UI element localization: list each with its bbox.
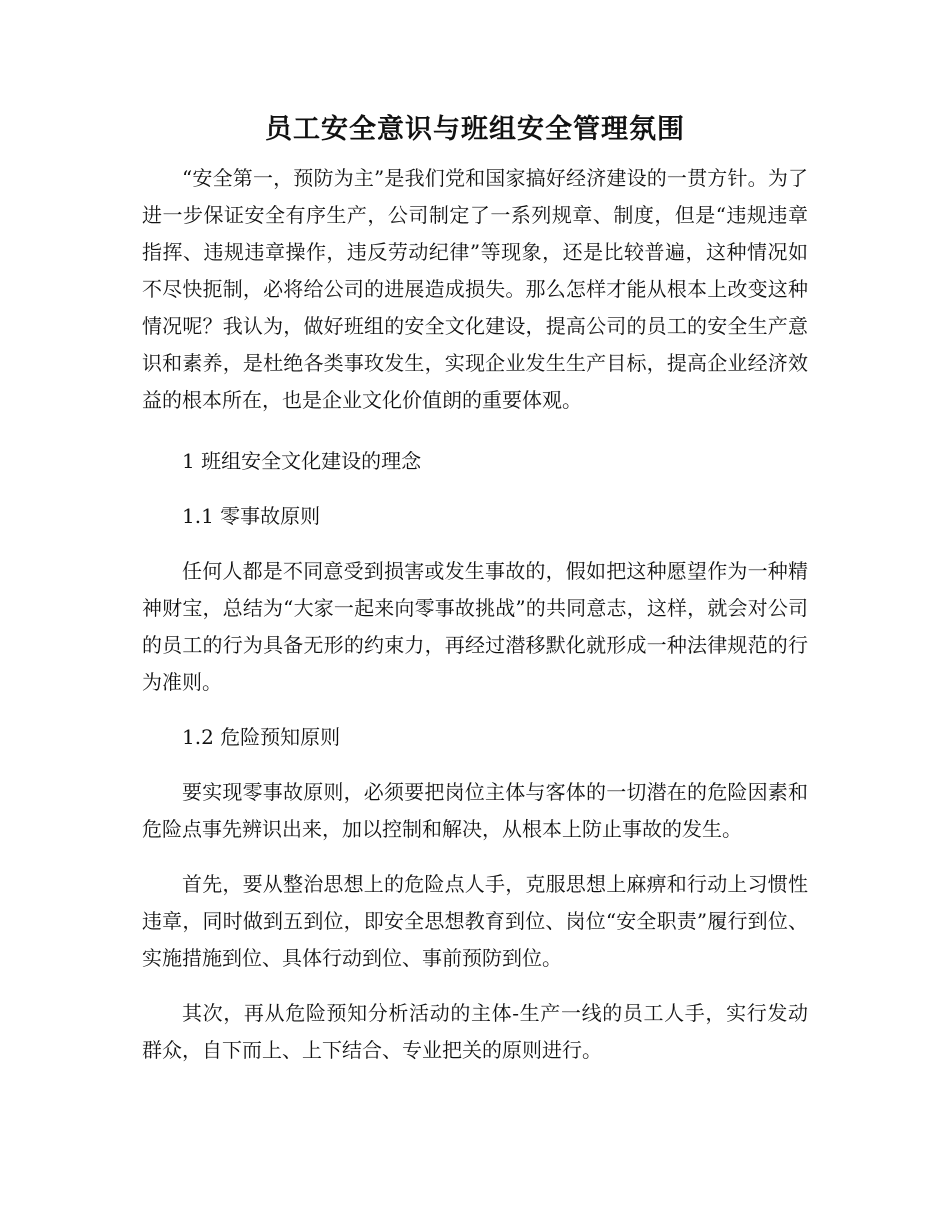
paragraph-second-step: 其次，再从危险预知分析活动的主体-生产一线的员工人手，实行发动群众，自下而上、上下结合、专业把关的原则进行。 (142, 1001, 808, 1062)
document-title: 员工安全意识与班组安全管理氛围 (265, 114, 685, 145)
paragraph-zero-accident: 任何人都是不同意受到损害或发生事故的，假如把这种愿望作为一种精神财宝，总结为“大家一起来向零事故挑战”的共同意志，这样，就会对公司的员工的行为具备无形的约束力，再经过潜移默化就形成一种法律规范的行为准则。 (142, 559, 808, 694)
paragraph-risk-prediction: 要实现零事故原则，必须要把岗位主体与客体的一切潜在的危险因素和危险点事先辨识出来，加以控制和解决，从根本上防止事故的发生。 (142, 780, 808, 841)
section-heading-1: 1 班组安全文化建设的理念 (182, 449, 422, 473)
intro-paragraph: “安全第一，预防为主”是我们党和国家搞好经济建设的一贯方针。为了进一步保证安全有序生产，公司制定了一系列规章、制度，但是“违规违章指挥、违规违章操作，违反劳动纪律”等现象，还是比较普遍，这种情况如不尽快扼制，必将给公司的进展造成损失。那么怎样才能从根本上改变这种情况呢？我认为，做好班组的安全文化建设，提高公司的员工的安全生产意识和素养，是杜绝各类事玫发生，实现企业发生生产目标，提高企业经济效益的根本所在，也是企业文化价值朗的重要体观。 (142, 166, 808, 412)
subsection-heading-1-1: 1.1 零事故原则 (182, 504, 321, 528)
subsection-heading-1-2: 1.2 危险预知原则 (182, 725, 341, 749)
document-body (142, 108, 808, 1087)
paragraph-first-step: 首先，要从整治思想上的危险点人手，克服思想上麻痹和行动上习惯性违章，同时做到五到位，即安全思想教育到位、岗位“安全职责”履行到位、实施措施到位、具体行动到位、事前预防到位。 (142, 872, 808, 970)
